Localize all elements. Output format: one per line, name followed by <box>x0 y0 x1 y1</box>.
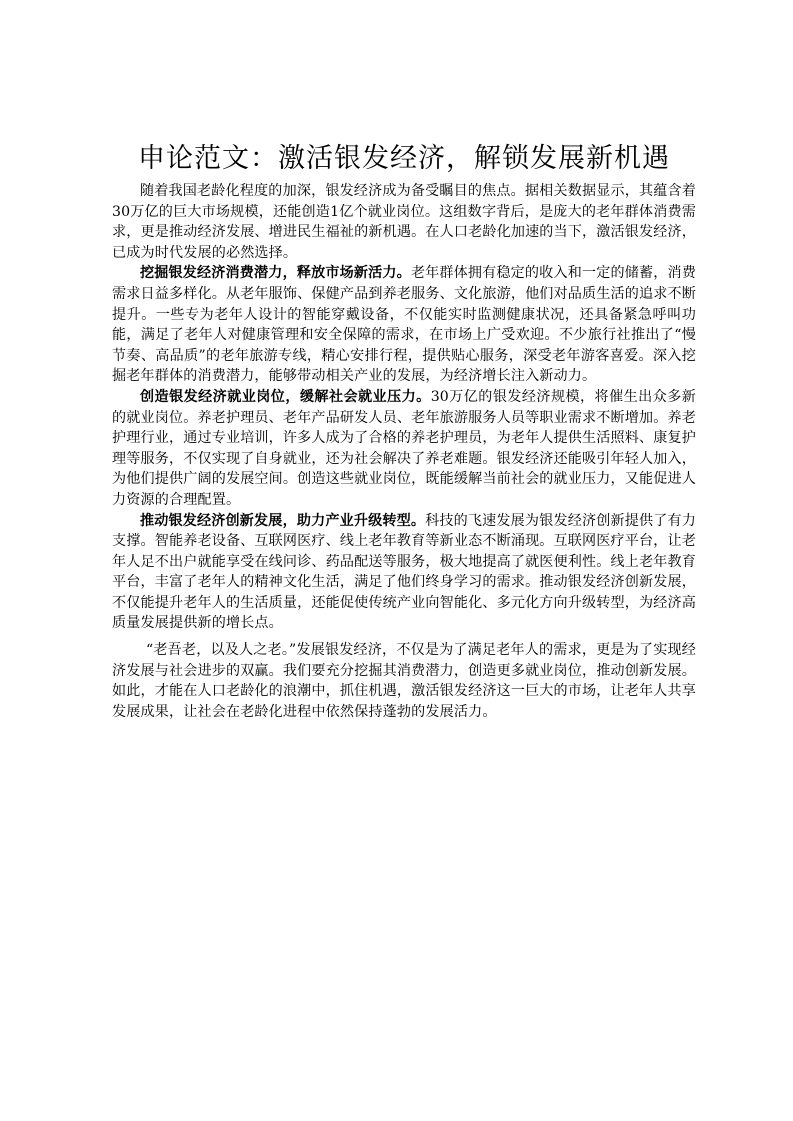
section-lead-employment: 创造银发经济就业岗位，缓解社会就业压力。 <box>140 388 431 405</box>
intro-paragraph: 随着我国老龄化程度的加深，银发经济成为备受瞩目的焦点。据相关数据显示，其蕴含着30万亿的巨大市场规模，还能创造1亿个就业岗位。这组数字背后，是庞大的老年群体消费需求，更是推动经济发展、增进民生福祉的新机遇。在人口老龄化加速的当下，激活银发经济，已成为时代发展的必然选择。 <box>112 183 696 261</box>
section-paragraph-innovation <box>112 511 696 635</box>
article-title: 申论范文：激活银发经济，解锁发展新机遇 <box>138 143 670 174</box>
section-body-employment: 30万亿的银发经济规模，将催生出众多新的就业岗位。养老护理员、老年产品研发人员、老年旅游服务人员等职业需求不断增加。养老护理行业，通过专业培训，许多人成为了合格的养老护理员，为老年人提供生活照料、康复护理等服务，不仅实现了自身就业，还为社会解决了养老难题。银发经济还能吸引年轻人加入，为他们提供广阔的发展空间。创造这些就业岗位，既能缓解当前社会的就业压力，又能促进人力资源的合理配置。 <box>112 388 696 508</box>
article-page <box>112 140 696 722</box>
section-body-innovation: 科技的飞速发展为银发经济创新提供了有力支撑。智能养老设备、互联网医疗、线上老年教育等新业态不断涌现。互联网医疗平台，让老年人足不出户就能享受在线问诊、药品配送等服务，极大地提高了就医便利性。线上老年教育平台，丰富了老年人的精神文化生活，满足了他们终身学习的需求。推动银发经济创新发展，不仅能提升老年人的生活质量，还能促使传统产业向智能化、多元化方向升级转型，为经济高质量发展提供新的增长点。 <box>112 512 696 632</box>
section-paragraph-employment <box>112 387 696 511</box>
section-lead-innovation: 推动银发经济创新发展，助力产业升级转型。 <box>140 512 426 529</box>
section-paragraph-consumption <box>112 263 696 387</box>
conclusion-paragraph: “老吾老，以及人之老。”发展银发经济，不仅是为了满足老年人的需求，更是为了实现经济发展与社会进步的双赢。我们要充分挖掘其消费潜力，创造更多就业岗位，推动创新发展。如此，才能在人口老龄化的浪潮中，抓住机遇，激活银发经济这一巨大的市场，让老年人共享发展成果，让社会在老龄化进程中依然保持蓬勃的发展活力。 <box>112 642 696 720</box>
section-lead-consumption: 挖掘银发经济消费潜力，释放市场新活力。 <box>140 265 411 282</box>
section-body-consumption: 老年群体拥有稳定的收入和一定的储蓄，消费需求日益多样化。从老年服饰、保健产品到养老服务、文化旅游，他们对品质生活的追求不断提升。一些专为老年人设计的智能穿戴设备，不仅能实时监测健康状况，还具备紧急呼叫功能，满足了老年人对健康管理和安全保障的需求，在市场上广受欢迎。不少旅行社推出了“慢节奏、高品质”的老年旅游专线，精心安排行程，提供贴心服务，深受老年游客喜爱。深入挖掘老年群体的消费潜力，能够带动相关产业的发展，为经济增长注入新动力。 <box>112 265 696 385</box>
